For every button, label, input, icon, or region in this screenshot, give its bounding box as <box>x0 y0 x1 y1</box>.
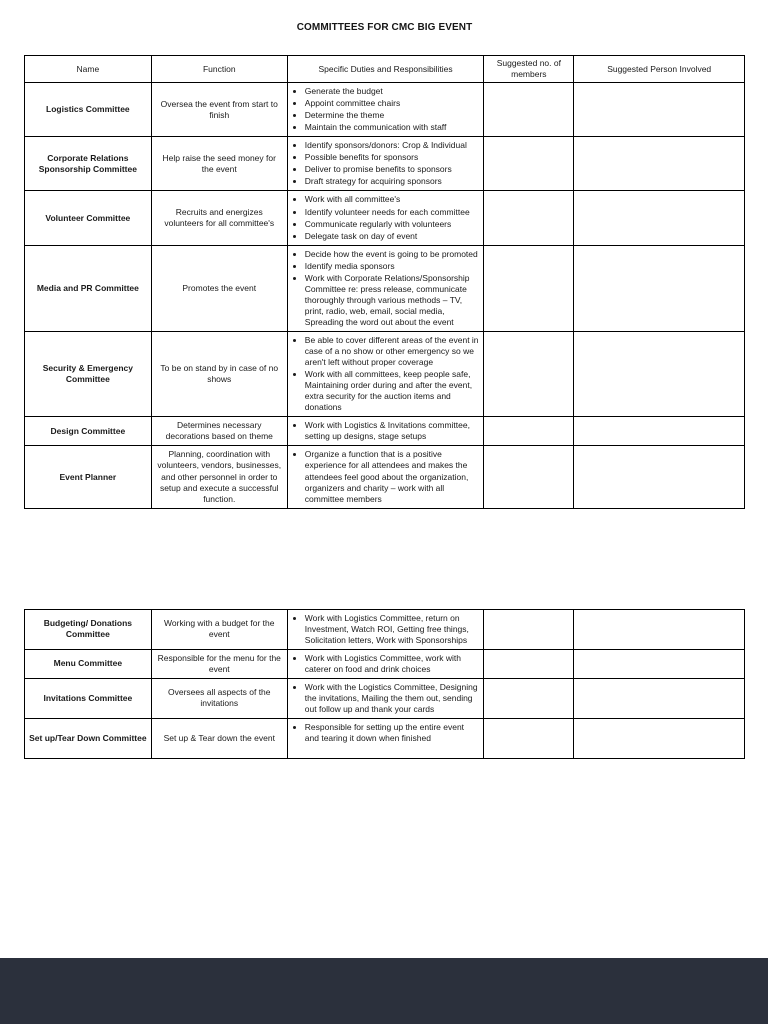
duty-item: • Organize a function that is a positive experience for all attendees and makes the attendees feel good about the organization, organizers and charity – work with all committee members <box>305 449 480 504</box>
duty-item: • Generate the budget <box>305 86 480 97</box>
committee-function-cell: Set up & Tear down the event <box>151 719 287 759</box>
committee-function-cell: Oversees all aspects of the invitations <box>151 678 287 718</box>
duties-list <box>292 722 480 744</box>
committee-row <box>25 609 745 649</box>
duty-item: • Identify media sponsors <box>305 261 480 272</box>
duty-item: • Appoint committee chairs <box>305 98 480 109</box>
committee-duties-cell <box>287 137 484 191</box>
duty-item: • Identify volunteer needs for each committee <box>305 207 480 218</box>
duty-item: • Identify sponsors/donors: Crop & Individual <box>305 140 480 151</box>
duty-item: • Be able to cover different areas of the event in case of a no show or other emergency so we aren't left without proper coverage <box>305 335 480 368</box>
suggested-members-cell <box>484 446 574 508</box>
suggested-person-cell <box>574 446 745 508</box>
committee-name-cell: Menu Committee <box>25 649 152 678</box>
committee-name-cell: Budgeting/ Donations Committee <box>25 609 152 649</box>
suggested-person-cell <box>574 83 745 137</box>
committee-duties-cell <box>287 83 484 137</box>
committee-name-cell: Volunteer Committee <box>25 191 152 245</box>
suggested-members-cell <box>484 609 574 649</box>
duties-list <box>292 194 480 241</box>
header-function: Function <box>151 56 287 83</box>
table-header-row <box>25 56 745 83</box>
committee-duties-cell <box>287 609 484 649</box>
committee-function-cell: To be on stand by in case of no shows <box>151 331 287 416</box>
committee-function-cell: Planning, coordination with volunteers, vendors, businesses, and other personnel in order to setup and execute a successful function. <box>151 446 287 508</box>
committee-row <box>25 719 745 759</box>
duties-list <box>292 449 480 504</box>
committee-name-cell: Invitations Committee <box>25 678 152 718</box>
committee-duties-cell <box>287 649 484 678</box>
suggested-members-cell <box>484 417 574 446</box>
duty-item: • Responsible for setting up the entire event and tearing it down when finished <box>305 722 480 744</box>
committee-row <box>25 83 745 137</box>
document-title: COMMITTEES FOR CMC BIG EVENT <box>296 22 473 33</box>
suggested-person-cell <box>574 649 745 678</box>
committee-duties-cell <box>287 678 484 718</box>
duties-list <box>292 249 480 328</box>
committee-name-cell: Set up/Tear Down Committee <box>25 719 152 759</box>
committee-name-cell: Design Committee <box>25 417 152 446</box>
duty-item: • Possible benefits for sponsors <box>305 152 480 163</box>
duty-item: • Determine the theme <box>305 110 480 121</box>
committee-name-cell: Event Planner <box>25 446 152 508</box>
committee-name-cell: Media and PR Committee <box>25 245 152 331</box>
committee-row <box>25 417 745 446</box>
suggested-members-cell <box>484 137 574 191</box>
suggested-person-cell <box>574 609 745 649</box>
suggested-person-cell <box>574 678 745 718</box>
duties-list <box>292 613 480 646</box>
duty-item: • Delegate task on day of event <box>305 231 480 242</box>
header-suggested-members: Suggested no. of members <box>484 56 574 83</box>
committee-duties-cell <box>287 446 484 508</box>
committees-table-secondary <box>24 609 745 759</box>
committee-row <box>25 649 745 678</box>
committee-row <box>25 191 745 245</box>
committee-duties-cell <box>287 191 484 245</box>
header-specific-duties: Specific Duties and Responsibilities <box>287 56 484 83</box>
committee-name-cell: Security & Emergency Committee <box>25 331 152 416</box>
committee-function-cell: Determines necessary decorations based on theme <box>151 417 287 446</box>
duty-item: • Deliver to promise benefits to sponsors <box>305 164 480 175</box>
duties-list <box>292 682 480 715</box>
committee-function-cell: Help raise the seed money for the event <box>151 137 287 191</box>
duty-item: • Work with Logistics Committee, work with caterer on food and drink choices <box>305 653 480 675</box>
duty-item: • Work with all committee's <box>305 194 480 205</box>
suggested-person-cell <box>574 417 745 446</box>
committee-row <box>25 331 745 416</box>
duties-list <box>292 86 480 133</box>
committee-duties-cell <box>287 719 484 759</box>
suggested-members-cell <box>484 245 574 331</box>
committee-function-cell: Promotes the event <box>151 245 287 331</box>
suggested-person-cell <box>574 719 745 759</box>
committee-row <box>25 678 745 718</box>
committee-function-cell: Oversea the event from start to finish <box>151 83 287 137</box>
suggested-person-cell <box>574 137 745 191</box>
committee-row <box>25 446 745 508</box>
committee-function-cell: Working with a budget for the event <box>151 609 287 649</box>
suggested-members-cell <box>484 649 574 678</box>
duty-item: • Work with Logistics & Invitations committee, setting up designs, stage setups <box>305 420 480 442</box>
duties-list <box>292 653 480 675</box>
committee-name-cell: Corporate Relations Sponsorship Committee <box>25 137 152 191</box>
duty-item: • Work with the Logistics Committee, Designing the invitations, Mailing the them out, sending out follow up and thank your cards <box>305 682 480 715</box>
suggested-person-cell <box>574 245 745 331</box>
suggested-members-cell <box>484 191 574 245</box>
committee-duties-cell <box>287 417 484 446</box>
duty-item: • Communicate regularly with volunteers <box>305 219 480 230</box>
committee-row <box>25 137 745 191</box>
duty-item: • Decide how the event is going to be promoted <box>305 249 480 260</box>
committee-name-cell: Logistics Committee <box>25 83 152 137</box>
duty-item: • Work with Corporate Relations/Sponsorship Committee re: press release, communicate thoroughly through various methods – TV, print, radio, web, email, social media, Spreading the word out about the event <box>305 273 480 328</box>
committee-row <box>25 245 745 331</box>
suggested-person-cell <box>574 191 745 245</box>
suggested-members-cell <box>484 719 574 759</box>
duty-item: • Work with Logistics Committee, return on Investment, Watch ROI, Getting free things, Solicitation letters, Work with Sponsorships <box>305 613 480 646</box>
header-suggested-person: Suggested Person Involved <box>574 56 745 83</box>
duty-item: • Work with all committees, keep people safe, Maintaining order during and after the event, extra security for the auction items and donations <box>305 369 480 413</box>
committee-duties-cell <box>287 331 484 416</box>
duty-item: • Maintain the communication with staff <box>305 122 480 133</box>
duty-item: • Draft strategy for acquiring sponsors <box>305 176 480 187</box>
suggested-members-cell <box>484 83 574 137</box>
duties-list <box>292 335 480 413</box>
committee-duties-cell <box>287 245 484 331</box>
duties-list <box>292 420 480 442</box>
header-name: Name <box>25 56 152 83</box>
suggested-person-cell <box>574 331 745 416</box>
committee-function-cell: Responsible for the menu for the event <box>151 649 287 678</box>
duties-list <box>292 140 480 187</box>
suggested-members-cell <box>484 678 574 718</box>
suggested-members-cell <box>484 331 574 416</box>
committees-table-primary <box>24 55 745 509</box>
committee-function-cell: Recruits and energizes volunteers for all committee's <box>151 191 287 245</box>
